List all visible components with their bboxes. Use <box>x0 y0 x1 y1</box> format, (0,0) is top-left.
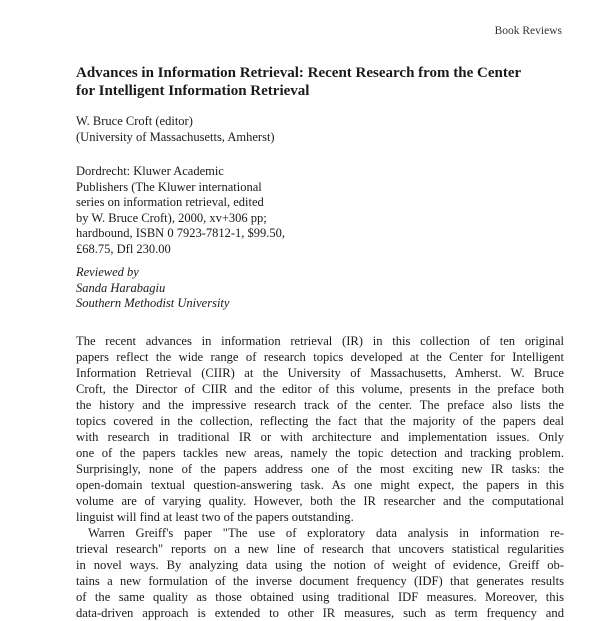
body-line: linguist will find at least two of the papers outstanding. <box>76 510 354 524</box>
pub-line: hardbound, ISBN 0 7923-7812-1, $99.50, <box>76 226 286 240</box>
review-title <box>76 64 576 100</box>
body-line: of the same quality as those obtained using traditional IDF measures. Moreover, this <box>76 590 564 604</box>
body-line: volume are of varying quality. However, both the IR researcher and the computational <box>76 494 564 508</box>
title-line: Advances in Information Retrieval: Recent Research from the Center <box>76 65 522 81</box>
reviewer-institution: Southern Methodist University <box>76 296 230 310</box>
body-line: Croft, the Director of CIIR and the editor of this volume, presents in the preface both <box>76 382 564 396</box>
body-line: Surprisingly, none of the papers address one of the most exciting new IR tasks: the <box>76 462 564 476</box>
reviewer-block <box>76 265 229 312</box>
pub-line: Dordrecht: Kluwer Academic <box>76 164 224 178</box>
body-line: topics covered in the collection, reflecting the fact that the majority of the papers deal <box>76 414 564 428</box>
reviewer-name: Sanda Harabagiu <box>76 280 166 295</box>
body-line: in novel ways. By analyzing data using the notion of weight of evidence, Greiff ob- <box>76 558 564 572</box>
reviewed-by-label: Reviewed by <box>76 265 139 279</box>
pub-line: £68.75, Dfl 230.00 <box>76 241 171 256</box>
body-line: Information Retrieval (CIIR) at the University of Massachusetts, Amherst. W. Bruce <box>76 366 564 380</box>
editor-block <box>76 114 275 145</box>
body-line: trieval research" reports on a new line of research that uncovers statistical regularities <box>76 542 564 556</box>
body-line: with research in traditional IR or with architecture and implementation issues. Only <box>76 430 564 444</box>
body-line: data-driven approach is extended to other IR measures, such as term frequency and <box>76 606 564 620</box>
running-header: Book Reviews <box>494 25 562 37</box>
affiliation: (University of Massachusetts, Amherst) <box>76 129 275 144</box>
editor: W. Bruce Croft (editor) <box>76 114 193 128</box>
body-line: open-domain textual question-answering task. As one might expect, the papers in this <box>76 478 564 492</box>
pub-line: by W. Bruce Croft), 2000, xv+306 pp; <box>76 210 267 225</box>
body-line: papers reflect the wide range of research topics developed at the Center for Intelligent <box>76 350 564 364</box>
title-line: for Intelligent Information Retrieval <box>76 83 310 99</box>
body-line: Warren Greiff's paper "The use of exploratory data analysis in information re- <box>88 526 564 540</box>
publication-info <box>76 164 285 257</box>
pub-line: series on information retrieval, edited <box>76 195 264 209</box>
pub-line: Publishers (The Kluwer international <box>76 179 262 194</box>
body-line: the history and the impressive research track of the center. The preface also lists the <box>76 398 564 412</box>
review-body <box>76 333 564 621</box>
body-line: one of the papers tackles new areas, namely the topic detection and tracking problem. <box>76 446 564 460</box>
body-line: The recent advances in information retrieval (IR) in this collection of ten original <box>76 334 564 348</box>
body-line: tains a new formulation of the inverse document frequency (IDF) that generates results <box>76 574 564 588</box>
